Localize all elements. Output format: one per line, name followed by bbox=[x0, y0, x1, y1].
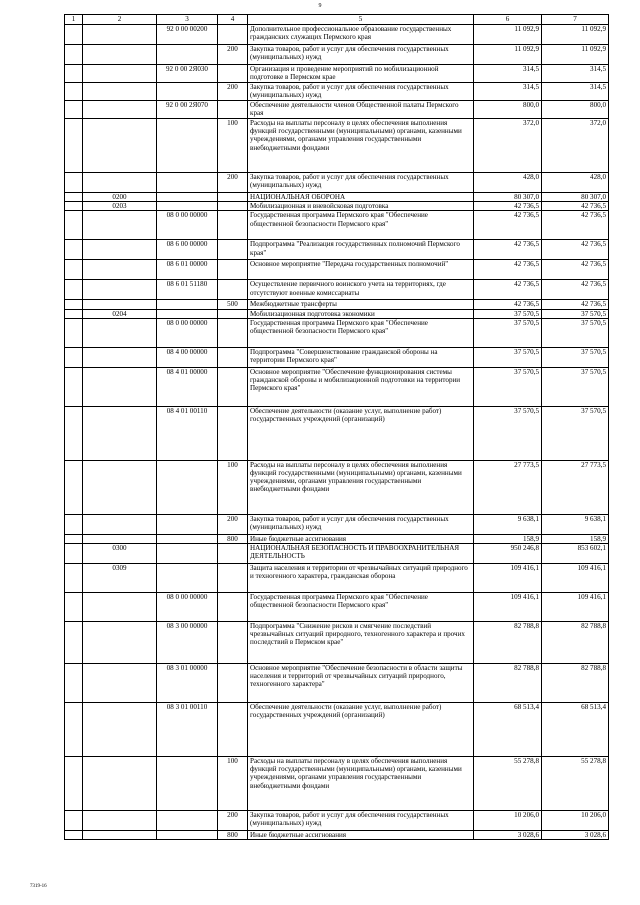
cell-section bbox=[83, 25, 157, 45]
cell-target-article: 08 0 00 00000 bbox=[157, 318, 218, 347]
cell-amount-1: 82 788,8 bbox=[474, 622, 542, 664]
footer-code: 7319-16 bbox=[30, 884, 47, 889]
cell-name: Расходы на выплаты персоналу в целях обеспечения выполнения функций государственными (муниципальными) органами, казенными учреждениями, органами управления государственными внебюджетными фондами bbox=[248, 119, 474, 173]
cell-amount-1: 37 570,5 bbox=[474, 406, 542, 460]
cell-expense-type: 200 bbox=[218, 173, 248, 193]
cell-name: Расходы на выплаты персоналу в целях обеспечения выполнения функций государственными (муниципальными) органами, казенными учреждениями, органами управления государственными внебюджетными фондами bbox=[248, 460, 474, 514]
table-row bbox=[65, 703, 609, 757]
cell-amount-1: 11 092,9 bbox=[474, 45, 542, 65]
cell-expense-type bbox=[218, 406, 248, 460]
cell-section bbox=[83, 367, 157, 406]
cell-section: 0200 bbox=[83, 193, 157, 202]
cell-amount-2: 27 773,5 bbox=[542, 460, 609, 514]
cell-section bbox=[83, 460, 157, 514]
cell-amount-1: 950 246,8 bbox=[474, 544, 542, 564]
cell-amount-1: 3 028,6 bbox=[474, 831, 542, 840]
cell-name: Государственная программа Пермского края "Обеспечение общественной безопасности Пермского края" bbox=[248, 318, 474, 347]
cell-expense-type bbox=[218, 318, 248, 347]
cell-col1 bbox=[65, 280, 83, 300]
cell-name: НАЦИОНАЛЬНАЯ БЕЗОПАСНОСТЬ И ПРАВООХРАНИТЕЛЬНАЯ ДЕЯТЕЛЬНОСТЬ bbox=[248, 544, 474, 564]
cell-amount-1: 42 736,5 bbox=[474, 211, 542, 240]
cell-target-article: 08 3 00 00000 bbox=[157, 622, 218, 664]
table-row bbox=[65, 757, 609, 811]
cell-name: Расходы на выплаты персоналу в целях обеспечения выполнения функций государственными (муниципальными) органами, казенными учреждениями, органами управления государственными внебюджетными фондами bbox=[248, 757, 474, 811]
cell-section: 0300 bbox=[83, 544, 157, 564]
cell-amount-2: 42 736,5 bbox=[542, 240, 609, 260]
table-row bbox=[65, 514, 609, 534]
cell-section: 0204 bbox=[83, 309, 157, 318]
cell-col1 bbox=[65, 193, 83, 202]
cell-target-article bbox=[157, 757, 218, 811]
table-row bbox=[65, 240, 609, 260]
cell-name: Закупка товаров, работ и услуг для обеспечения государственных (муниципальных) нужд bbox=[248, 45, 474, 65]
table-row bbox=[65, 260, 609, 280]
cell-col1 bbox=[65, 101, 83, 119]
cell-target-article: 08 6 01 00000 bbox=[157, 260, 218, 280]
cell-target-article bbox=[157, 460, 218, 514]
cell-section bbox=[83, 173, 157, 193]
cell-name: Закупка товаров, работ и услуг для обеспечения государственных (муниципальных) нужд bbox=[248, 173, 474, 193]
table-row bbox=[65, 202, 609, 211]
cell-target-article bbox=[157, 534, 218, 543]
cell-amount-2: 37 570,5 bbox=[542, 318, 609, 347]
cell-target-article bbox=[157, 300, 218, 309]
cell-col1 bbox=[65, 119, 83, 173]
cell-amount-2: 82 788,8 bbox=[542, 664, 609, 703]
cell-section bbox=[83, 260, 157, 280]
cell-col1 bbox=[65, 240, 83, 260]
cell-name: Межбюджетные трансферты bbox=[248, 300, 474, 309]
cell-amount-1: 42 736,5 bbox=[474, 300, 542, 309]
cell-target-article: 08 3 01 00000 bbox=[157, 664, 218, 703]
cell-col1 bbox=[65, 664, 83, 703]
cell-amount-1: 37 570,5 bbox=[474, 318, 542, 347]
cell-name: Закупка товаров, работ и услуг для обеспечения государственных (муниципальных) нужд bbox=[248, 83, 474, 101]
cell-col1 bbox=[65, 406, 83, 460]
cell-target-article bbox=[157, 831, 218, 840]
cell-target-article: 08 4 01 00000 bbox=[157, 367, 218, 406]
table-row bbox=[65, 831, 609, 840]
cell-name: Организация и проведение мероприятий по мобилизационной подготовке в Пермском крае bbox=[248, 65, 474, 83]
cell-target-article: 08 0 00 00000 bbox=[157, 593, 218, 622]
cell-col1 bbox=[65, 831, 83, 840]
cell-expense-type bbox=[218, 193, 248, 202]
cell-amount-1: 109 416,1 bbox=[474, 593, 542, 622]
cell-expense-type bbox=[218, 544, 248, 564]
cell-col1 bbox=[65, 260, 83, 280]
cell-expense-type bbox=[218, 664, 248, 703]
cell-expense-type: 500 bbox=[218, 300, 248, 309]
table-row bbox=[65, 406, 609, 460]
cell-amount-2: 314,5 bbox=[542, 65, 609, 83]
cell-section bbox=[83, 45, 157, 65]
cell-expense-type: 100 bbox=[218, 119, 248, 173]
cell-col1 bbox=[65, 367, 83, 406]
cell-target-article bbox=[157, 514, 218, 534]
cell-expense-type: 200 bbox=[218, 514, 248, 534]
cell-col1 bbox=[65, 300, 83, 309]
cell-name: Обеспечение деятельности (оказание услуг, выполнение работ) государственных учреждений (организаций) bbox=[248, 406, 474, 460]
cell-amount-2: 82 788,8 bbox=[542, 622, 609, 664]
cell-name: Иные бюджетные ассигнования bbox=[248, 534, 474, 543]
table-row bbox=[65, 193, 609, 202]
cell-amount-2: 80 307,0 bbox=[542, 193, 609, 202]
table-row bbox=[65, 25, 609, 45]
table-row bbox=[65, 65, 609, 83]
cell-col1 bbox=[65, 318, 83, 347]
cell-section bbox=[83, 300, 157, 309]
cell-amount-2: 42 736,5 bbox=[542, 260, 609, 280]
cell-amount-2: 428,0 bbox=[542, 173, 609, 193]
cell-expense-type bbox=[218, 703, 248, 757]
cell-amount-1: 42 736,5 bbox=[474, 280, 542, 300]
cell-section bbox=[83, 211, 157, 240]
cell-amount-2: 68 513,4 bbox=[542, 703, 609, 757]
cell-section bbox=[83, 757, 157, 811]
header-col-1: 1 bbox=[65, 15, 83, 25]
table-row bbox=[65, 173, 609, 193]
cell-name: Мобилизационная и вневойсковая подготовка bbox=[248, 202, 474, 211]
cell-amount-1: 37 570,5 bbox=[474, 309, 542, 318]
cell-amount-1: 37 570,5 bbox=[474, 347, 542, 367]
cell-amount-2: 314,5 bbox=[542, 83, 609, 101]
cell-section bbox=[83, 83, 157, 101]
cell-target-article: 08 3 01 00110 bbox=[157, 703, 218, 757]
cell-target-article bbox=[157, 202, 218, 211]
cell-section bbox=[83, 280, 157, 300]
cell-amount-2: 37 570,5 bbox=[542, 367, 609, 406]
cell-amount-1: 158,9 bbox=[474, 534, 542, 543]
cell-col1 bbox=[65, 544, 83, 564]
cell-expense-type bbox=[218, 240, 248, 260]
cell-expense-type bbox=[218, 101, 248, 119]
cell-target-article: 08 4 00 00000 bbox=[157, 347, 218, 367]
cell-amount-2: 9 638,1 bbox=[542, 514, 609, 534]
cell-expense-type bbox=[218, 280, 248, 300]
cell-amount-1: 42 736,5 bbox=[474, 202, 542, 211]
cell-col1 bbox=[65, 211, 83, 240]
cell-col1 bbox=[65, 514, 83, 534]
cell-amount-2: 372,0 bbox=[542, 119, 609, 173]
cell-amount-1: 800,0 bbox=[474, 101, 542, 119]
table-row bbox=[65, 544, 609, 564]
header-col-2: 2 bbox=[83, 15, 157, 25]
table-row bbox=[65, 664, 609, 703]
table-row bbox=[65, 460, 609, 514]
table-row bbox=[65, 534, 609, 543]
cell-amount-2: 37 570,5 bbox=[542, 406, 609, 460]
cell-col1 bbox=[65, 622, 83, 664]
cell-target-article: 08 4 01 00110 bbox=[157, 406, 218, 460]
header-col-6: 6 bbox=[474, 15, 542, 25]
cell-expense-type: 800 bbox=[218, 831, 248, 840]
cell-target-article bbox=[157, 173, 218, 193]
cell-col1 bbox=[65, 593, 83, 622]
cell-amount-1: 55 278,8 bbox=[474, 757, 542, 811]
cell-name: Основное мероприятие "Передача государственных полномочий" bbox=[248, 260, 474, 280]
cell-section bbox=[83, 347, 157, 367]
header-col-5: 5 bbox=[248, 15, 474, 25]
cell-name: Подпрограмма "Совершенствование гражданской обороны на территории Пермского края" bbox=[248, 347, 474, 367]
cell-expense-type bbox=[218, 593, 248, 622]
cell-col1 bbox=[65, 173, 83, 193]
cell-expense-type: 100 bbox=[218, 460, 248, 514]
cell-amount-1: 82 788,8 bbox=[474, 664, 542, 703]
cell-amount-1: 372,0 bbox=[474, 119, 542, 173]
cell-amount-2: 11 092,9 bbox=[542, 25, 609, 45]
cell-amount-1: 9 638,1 bbox=[474, 514, 542, 534]
cell-section: 0203 bbox=[83, 202, 157, 211]
cell-target-article: 92 0 00 2Я070 bbox=[157, 101, 218, 119]
cell-amount-2: 11 092,9 bbox=[542, 45, 609, 65]
cell-name: Основное мероприятие "Обеспечение функционирования системы гражданской обороны и мобилизационной подготовки на территории Пермского края" bbox=[248, 367, 474, 406]
cell-section bbox=[83, 622, 157, 664]
cell-amount-2: 3 028,6 bbox=[542, 831, 609, 840]
cell-expense-type bbox=[218, 367, 248, 406]
cell-amount-1: 80 307,0 bbox=[474, 193, 542, 202]
cell-section bbox=[83, 811, 157, 831]
cell-expense-type bbox=[218, 211, 248, 240]
cell-name: Обеспечение деятельности членов Общественной палаты Пермского края bbox=[248, 101, 474, 119]
cell-expense-type: 100 bbox=[218, 757, 248, 811]
cell-target-article bbox=[157, 564, 218, 593]
cell-target-article: 92 0 00 00200 bbox=[157, 25, 218, 45]
cell-target-article: 08 6 01 51180 bbox=[157, 280, 218, 300]
cell-amount-1: 11 092,9 bbox=[474, 25, 542, 45]
cell-amount-1: 314,5 bbox=[474, 83, 542, 101]
header-col-3: 3 bbox=[157, 15, 218, 25]
cell-amount-2: 42 736,5 bbox=[542, 202, 609, 211]
cell-expense-type: 800 bbox=[218, 534, 248, 543]
cell-amount-2: 37 570,5 bbox=[542, 309, 609, 318]
cell-amount-2: 42 736,5 bbox=[542, 300, 609, 309]
cell-col1 bbox=[65, 202, 83, 211]
cell-target-article bbox=[157, 309, 218, 318]
table-row bbox=[65, 45, 609, 65]
cell-name: Подпрограмма "Реализация государственных полномочий Пермского края" bbox=[248, 240, 474, 260]
cell-section bbox=[83, 534, 157, 543]
cell-amount-1: 428,0 bbox=[474, 173, 542, 193]
cell-expense-type bbox=[218, 309, 248, 318]
cell-target-article bbox=[157, 811, 218, 831]
cell-col1 bbox=[65, 564, 83, 593]
table-row bbox=[65, 280, 609, 300]
cell-target-article bbox=[157, 83, 218, 101]
cell-name: Обеспечение деятельности (оказание услуг, выполнение работ) государственных учреждений (организаций) bbox=[248, 703, 474, 757]
header-col-4: 4 bbox=[218, 15, 248, 25]
cell-target-article: 08 0 00 00000 bbox=[157, 211, 218, 240]
table-row bbox=[65, 564, 609, 593]
cell-col1 bbox=[65, 811, 83, 831]
cell-section bbox=[83, 514, 157, 534]
cell-amount-2: 10 206,0 bbox=[542, 811, 609, 831]
cell-expense-type bbox=[218, 260, 248, 280]
cell-name: Подпрограмма "Снижение рисков и смягчение последствий чрезвычайных ситуаций природного, техногенного характера и прочих последствий в Пермском крае" bbox=[248, 622, 474, 664]
page-number: 9 bbox=[318, 3, 322, 9]
cell-target-article: 08 6 00 00000 bbox=[157, 240, 218, 260]
cell-section bbox=[83, 119, 157, 173]
cell-amount-1: 27 773,5 bbox=[474, 460, 542, 514]
cell-section bbox=[83, 101, 157, 119]
cell-amount-2: 42 736,5 bbox=[542, 280, 609, 300]
cell-col1 bbox=[65, 460, 83, 514]
budget-table bbox=[64, 14, 609, 840]
cell-amount-1: 314,5 bbox=[474, 65, 542, 83]
cell-col1 bbox=[65, 65, 83, 83]
cell-amount-2: 109 416,1 bbox=[542, 593, 609, 622]
cell-section bbox=[83, 831, 157, 840]
cell-amount-2: 55 278,8 bbox=[542, 757, 609, 811]
table-row bbox=[65, 101, 609, 119]
cell-amount-1: 68 513,4 bbox=[474, 703, 542, 757]
cell-expense-type bbox=[218, 65, 248, 83]
cell-amount-2: 109 416,1 bbox=[542, 564, 609, 593]
cell-name: Основное мероприятие "Обеспечение безопасности в области защиты населения и территорий от чрезвычайных ситуаций природного, техногенного характера" bbox=[248, 664, 474, 703]
header-row bbox=[65, 15, 609, 25]
cell-target-article bbox=[157, 45, 218, 65]
cell-expense-type: 200 bbox=[218, 83, 248, 101]
header-col-7: 7 bbox=[542, 15, 609, 25]
cell-expense-type bbox=[218, 564, 248, 593]
cell-name: НАЦИОНАЛЬНАЯ ОБОРОНА bbox=[248, 193, 474, 202]
cell-expense-type: 200 bbox=[218, 45, 248, 65]
cell-section bbox=[83, 318, 157, 347]
cell-expense-type bbox=[218, 347, 248, 367]
cell-col1 bbox=[65, 309, 83, 318]
cell-expense-type bbox=[218, 622, 248, 664]
cell-amount-2: 158,9 bbox=[542, 534, 609, 543]
cell-target-article bbox=[157, 544, 218, 564]
cell-target-article: 92 0 00 2Я030 bbox=[157, 65, 218, 83]
cell-amount-1: 42 736,5 bbox=[474, 260, 542, 280]
cell-amount-1: 109 416,1 bbox=[474, 564, 542, 593]
cell-section: 0309 bbox=[83, 564, 157, 593]
cell-amount-1: 37 570,5 bbox=[474, 367, 542, 406]
table-row bbox=[65, 119, 609, 173]
cell-name: Закупка товаров, работ и услуг для обеспечения государственных (муниципальных) нужд bbox=[248, 811, 474, 831]
cell-col1 bbox=[65, 347, 83, 367]
cell-amount-2: 800,0 bbox=[542, 101, 609, 119]
cell-section bbox=[83, 664, 157, 703]
cell-name: Дополнительное профессиональное образование государственных гражданских служащих Пермского края bbox=[248, 25, 474, 45]
cell-amount-1: 10 206,0 bbox=[474, 811, 542, 831]
cell-col1 bbox=[65, 25, 83, 45]
cell-target-article bbox=[157, 119, 218, 173]
cell-name: Закупка товаров, работ и услуг для обеспечения государственных (муниципальных) нужд bbox=[248, 514, 474, 534]
cell-col1 bbox=[65, 45, 83, 65]
cell-amount-1: 42 736,5 bbox=[474, 240, 542, 260]
table-row bbox=[65, 318, 609, 347]
cell-section bbox=[83, 593, 157, 622]
cell-name: Мобилизационная подготовка экономики bbox=[248, 309, 474, 318]
table-row bbox=[65, 622, 609, 664]
cell-col1 bbox=[65, 83, 83, 101]
cell-section bbox=[83, 703, 157, 757]
cell-col1 bbox=[65, 757, 83, 811]
cell-section bbox=[83, 406, 157, 460]
cell-amount-2: 42 736,5 bbox=[542, 211, 609, 240]
cell-expense-type: 200 bbox=[218, 811, 248, 831]
table-row bbox=[65, 367, 609, 406]
cell-target-article bbox=[157, 193, 218, 202]
cell-amount-2: 853 602,1 bbox=[542, 544, 609, 564]
cell-name: Защита населения и территории от чрезвычайных ситуаций природного и техногенного характера, гражданская оборона bbox=[248, 564, 474, 593]
cell-amount-2: 37 570,5 bbox=[542, 347, 609, 367]
table-row bbox=[65, 211, 609, 240]
table-row bbox=[65, 811, 609, 831]
table-row bbox=[65, 309, 609, 318]
cell-col1 bbox=[65, 703, 83, 757]
table-body bbox=[65, 25, 609, 840]
cell-expense-type bbox=[218, 25, 248, 45]
cell-col1 bbox=[65, 534, 83, 543]
table-row bbox=[65, 347, 609, 367]
cell-expense-type bbox=[218, 202, 248, 211]
cell-section bbox=[83, 240, 157, 260]
cell-name: Государственная программа Пермского края "Обеспечение общественной безопасности Пермского края" bbox=[248, 211, 474, 240]
cell-section bbox=[83, 65, 157, 83]
cell-name: Государственная программа Пермского края "Обеспечение общественной безопасности Пермского края" bbox=[248, 593, 474, 622]
table-row bbox=[65, 593, 609, 622]
cell-name: Иные бюджетные ассигнования bbox=[248, 831, 474, 840]
table-row bbox=[65, 83, 609, 101]
cell-name: Осуществление первичного воинского учета на территориях, где отсутствуют военные комиссариаты bbox=[248, 280, 474, 300]
table-row bbox=[65, 300, 609, 309]
